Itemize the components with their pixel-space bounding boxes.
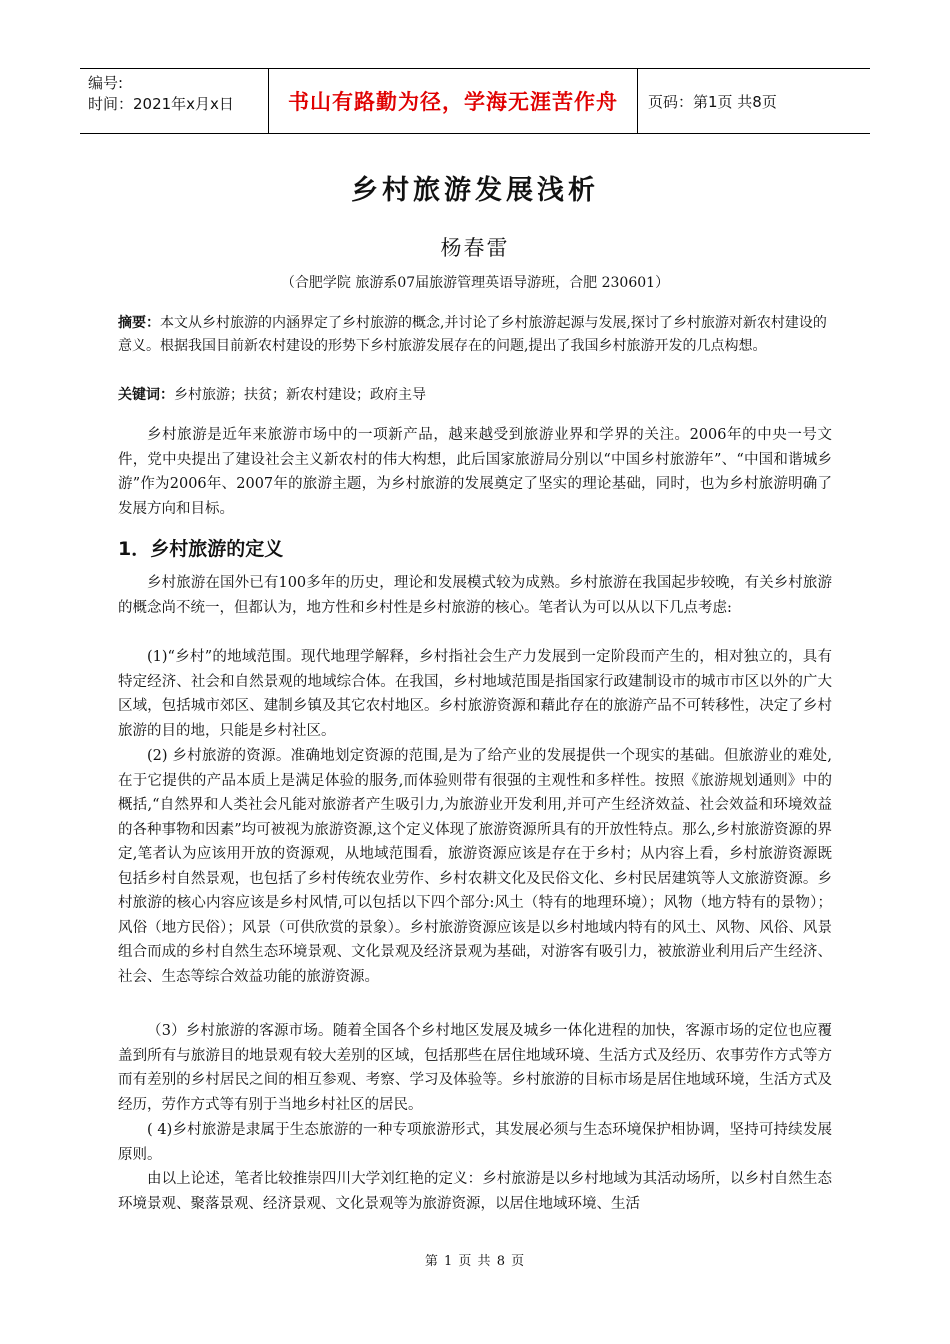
paragraph-1: 乡村旅游在国外已有100多年的历史，理论和发展模式较为成熟。乡村旅游在我国起步较晚，有关乡村旅游的概念尚不统一，但都认为，地方性和乡村性是乡村旅游的核心。笔者认为可以从以下几点考虑: — [118, 575, 832, 616]
header-page-info: 页码：第1页 共8页 — [648, 92, 777, 111]
page-footer: 第 1 页 共 8 页 — [424, 1254, 526, 1269]
section-heading: 1．乡村旅游的定义 — [118, 538, 284, 560]
article-author: 杨春雷 — [440, 236, 510, 260]
keywords-text: 乡村旅游；扶贫；新农村建设；政府主导 — [174, 387, 426, 403]
article-title: 乡村旅游发展浅析 — [351, 175, 599, 206]
paragraph-6: 由以上论述，笔者比较推崇四川大学刘红艳的定义：乡村旅游是以乡村地域为其活动场所，以乡村自然生态环境景观、聚落景观、经济景观、文化景观等为旅游资源，以居住地域环境、生活 — [118, 1171, 832, 1212]
paragraph-2: (1)“乡村”的地域范围。现代地理学解释，乡村指社会生产力发展到一定阶段而产生的，相对独立的，具有特定经济、社会和自然景观的地域综合体。在我国，乡村地域范围是指国家行政建制设市的城市市区以外的广大区域，包括城市郊区、建制乡镇及其它农村地区。乡村旅游资源和藉此存在的旅游产品不可转移性，决定了乡村旅游的目的地，只能是乡村社区。 — [118, 649, 832, 739]
page-header — [80, 68, 870, 134]
keywords-label: 关键词： — [118, 387, 174, 403]
abstract — [118, 312, 832, 358]
abstract-label: 摘要： — [118, 315, 160, 331]
time-label: 时间：2021年x月x日 — [88, 95, 234, 113]
article-affiliation: （合肥学院 旅游系07届旅游管理英语导游班，合肥 230601） — [280, 275, 670, 291]
intro-paragraph: 乡村旅游是近年来旅游市场中的一项新产品，越来越受到旅游业界和学界的关注。2006年的中央一号文件，党中央提出了建设社会主义新农村的伟大构想，此后国家旅游局分别以“中国乡村旅游年”、“中国和谐城乡游”作为2006年、2007年的旅游主题，为乡村旅游的发展奠定了坚实的理论基础，同时，也为乡村旅游明确了发展方向和目标。 — [118, 427, 832, 517]
paragraph-3: (2) 乡村旅游的资源。准确地划定资源的范围,是为了给产业的发展提供一个现实的基础。但旅游业的难处,在于它提供的产品本质上是满足体验的服务,而体验则带有很强的主观性和多样性。按照《旅游规划通则》中的概括,“自然界和人类社会凡能对旅游者产生吸引力,为旅游业开发利用,并可产生经济效益、社会效益和环境效益的各种事物和因素”均可被视为旅游资源,这个定义体现了旅游资源所具有的开放性特点。那么,乡村旅游资源的界定,笔者认为应该用开放的资源观，从地域范围看，旅游资源应该是存在于乡村；从内容上看，乡村旅游资源既包括乡村自然景观，也包括了乡村传统农业劳作、乡村农耕文化及民俗文化、乡村民居建筑等人文旅游资源。乡村旅游的核心内容应该是乡村风情,可以包括以下四个部分:风土（特有的地理环境）；风物（地方特有的景物）；风俗（地方民俗）；风景（可供欣赏的景象）。乡村旅游资源应该是以乡村地域内特有的风土、风物、风俗、风景组合而成的乡村自然生态环境景观、文化景观及经济景观为基础，对游客有吸引力，被旅游业利用后产生经济、社会、生态等综合效益功能的旅游资源。 — [118, 748, 832, 985]
paragraph-4: （3）乡村旅游的客源市场。随着全国各个乡村地区发展及城乡一体化进程的加快，客源市场的定位也应覆盖到所有与旅游目的地景观有较大差别的区域，包括那些在居住地域环境、生活方式及经历、农事劳作方式等方而有差别的乡村居民之间的相互参观、考察、学习及体验等。乡村旅游的目标市场是居住地域环境，生活方式及经历，劳作方式等有别于当地乡村社区的居民。 — [118, 1023, 832, 1113]
number-label: 编号: — [88, 74, 124, 92]
header-meta — [80, 69, 268, 133]
keywords — [118, 384, 832, 407]
header-motto: 书山有路勤为径，学海无涯苦作舟 — [268, 69, 638, 133]
paragraph-5: ( 4)乡村旅游是隶属于生态旅游的一种专项旅游形式，其发展必须与生态环境保护相协调，坚持可持续发展原则。 — [118, 1122, 832, 1163]
abstract-text: 本文从乡村旅游的内涵界定了乡村旅游的概念,并讨论了乡村旅游起源与发展,探讨了乡村旅游对新农村建设的意义。根据我国目前新农村建设的形势下乡村旅游发展存在的问题,提出了我国乡村旅游开发的几点构想。 — [118, 315, 827, 354]
